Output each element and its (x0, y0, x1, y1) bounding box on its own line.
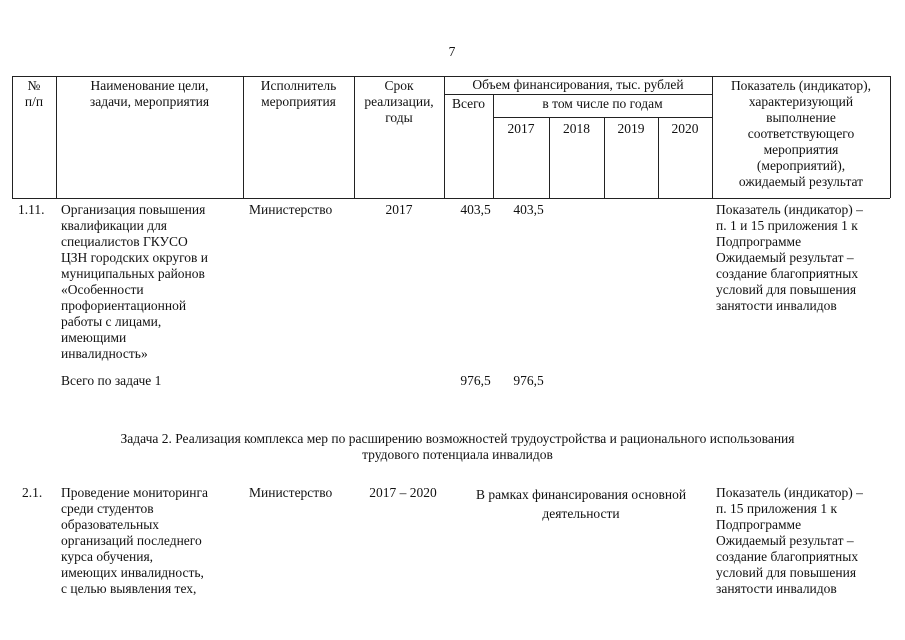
row-1-11-2017: 403,5 (513, 202, 544, 217)
row-1-11-name: Организация повышения квалификации для специалистов ГКУСО ЦЗН городских округов и муниципальных районов «Особенности профориентационной работы с лицами, имеющими инвалидность» (61, 202, 209, 361)
task2-title: Задача 2. Реализация комплекса мер по расширению возможностей трудоустройства и рационального использования трудового потенциала инвалидов (120, 431, 795, 462)
header-year-2020: 2020 (671, 121, 699, 136)
row-2-1-funding-note: В рамках финансирования основной деятельности (475, 487, 687, 521)
row-2-1-num: 2.1. (22, 485, 43, 500)
row-2-1-term: 2017 – 2020 (369, 485, 437, 500)
row-1-11-num: 1.11. (18, 202, 45, 217)
page-number: 7 (448, 44, 456, 59)
header-total: Всего (451, 96, 486, 111)
total-task1-label: Всего по задаче 1 (61, 373, 162, 388)
header-by-years: в том числе по годам (542, 96, 663, 111)
total-task1-2017: 976,5 (513, 373, 544, 388)
header-num: № п/п (24, 78, 44, 109)
row-1-11-indicator: Показатель (индикатор) – п. 1 и 15 приложения 1 к Подпрограмме Ожидаемый результат – создание благоприятных условий для повышения занятости инвалидов (716, 202, 863, 313)
row-2-1-executor: Министерство (249, 485, 333, 500)
row-1-11-total: 403,5 (460, 202, 491, 217)
header-year-2017: 2017 (507, 121, 535, 136)
header-year-2018: 2018 (563, 121, 590, 136)
row-2-1-name: Проведение мониторинга среди студентов образовательных организаций последнего курса обучения, имеющих инвалидность, с целью выявления тех, (61, 485, 208, 596)
header-name: Наименование цели, задачи, мероприятия (89, 78, 210, 109)
header-funding: Объем финансирования, тыс. рублей (472, 77, 684, 92)
row-1-11-executor: Министерство (249, 202, 333, 217)
total-task1-total: 976,5 (460, 373, 491, 388)
header-term: Срок реализации, годы (364, 78, 434, 125)
header-year-2019: 2019 (617, 121, 645, 136)
header-indicator: Показатель (индикатор), характеризующий выполнение соответствующего мероприятия (мероприятий), ожидаемый результат (730, 78, 872, 189)
row-2-1-indicator: Показатель (индикатор) – п. 15 приложения 1 к Подпрограмме Ожидаемый результат – создание благоприятных условий для повышения занятости инвалидов (716, 485, 863, 596)
row-1-11-term: 2017 (385, 202, 413, 217)
header-executor: Исполнитель мероприятия (260, 78, 337, 109)
